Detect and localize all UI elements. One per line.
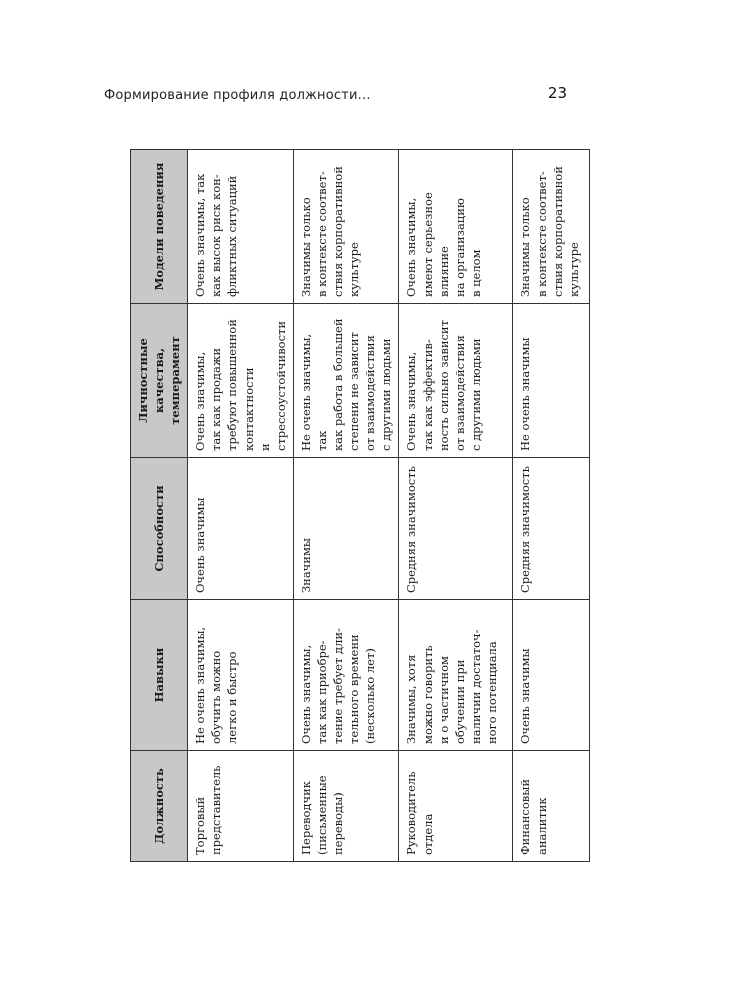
header-cell: Должность bbox=[131, 751, 188, 862]
table-cell: Очень значимы, имеют серьезное влияние на организацию в целом bbox=[399, 150, 513, 304]
table-cell: Не очень значимы bbox=[513, 304, 590, 458]
table-row bbox=[399, 150, 513, 862]
table-cell: Переводчик (письменные переводы) bbox=[293, 751, 399, 862]
table-cell: Очень значимы bbox=[513, 600, 590, 751]
table-cell: Значимы bbox=[293, 458, 399, 600]
table-cell: Не очень значимы, так как работа в большей степени не зависит от взаимодействия с другими людьми bbox=[293, 304, 399, 458]
job-profile-table bbox=[130, 149, 590, 862]
table-cell: Очень значимы bbox=[188, 458, 294, 600]
header-cell: Способности bbox=[131, 458, 188, 600]
table-row bbox=[293, 150, 399, 862]
table-cell: Значимы, хотя можно говорить и о частичном обучении при наличии достаточ- ного потенциала bbox=[399, 600, 513, 751]
header-cell: Модели поведения bbox=[131, 150, 188, 304]
page-number: 23 bbox=[547, 84, 567, 102]
table-cell: Средняя значимость bbox=[513, 458, 590, 600]
table-cell: Средняя значимость bbox=[399, 458, 513, 600]
table-header-row bbox=[131, 150, 188, 862]
header-cell: Навыки bbox=[131, 600, 188, 751]
table-cell: Очень значимы, так как приобре- тение требует дли- тельного времени (несколько лет) bbox=[293, 600, 399, 751]
header-cell: Личностные качества, темперамент bbox=[131, 304, 188, 458]
table-cell: Очень значимы, так как продажи требуют повышенной контактности и стрессоустойчивости bbox=[188, 304, 294, 458]
running-head: Формирование профиля должности... bbox=[104, 88, 371, 103]
rotated-table-container bbox=[130, 150, 581, 862]
table-row bbox=[513, 150, 590, 862]
table-cell: Очень значимы, так как эффектив- ность сильно зависит от взаимодействия с другими людьми bbox=[399, 304, 513, 458]
table-cell: Не очень значимы, обучить можно легко и быстро bbox=[188, 600, 294, 751]
table-cell: Руководитель отдела bbox=[399, 751, 513, 862]
table-cell: Торговый представитель bbox=[188, 751, 294, 862]
table-row bbox=[188, 150, 294, 862]
table-cell: Значимы только в контексте соответ- ствия корпоративной культуре bbox=[513, 150, 590, 304]
table-cell: Значимы только в контексте соответ- ствия корпоративной культуре bbox=[293, 150, 399, 304]
table-cell: Очень значимы, так как высок риск кон- фликтных ситуаций bbox=[188, 150, 294, 304]
table-cell: Финансовый аналитик bbox=[513, 751, 590, 862]
